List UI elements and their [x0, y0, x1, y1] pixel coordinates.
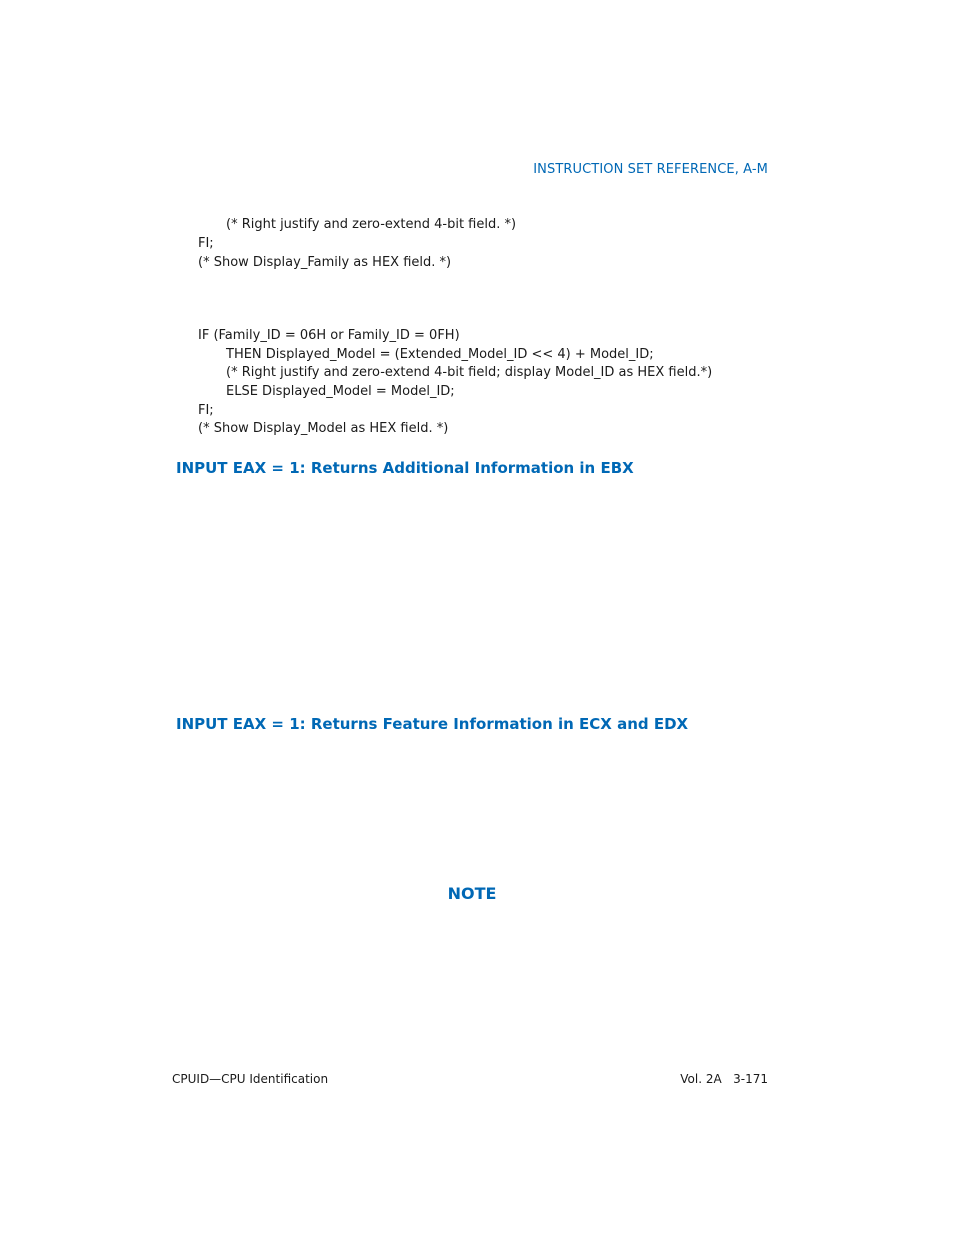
- code-line: (* Show Display_Model as HEX field. *): [198, 421, 449, 436]
- code-line: THEN Displayed_Model = (Extended_Model_ID << 4) + Model_ID;: [226, 347, 654, 362]
- code-line: (* Show Display_Family as HEX field. *): [198, 255, 452, 270]
- code-line: (* Right justify and zero-extend 4-bit field. *): [226, 217, 517, 232]
- section-heading-ebx: INPUT EAX = 1: Returns Additional Information in EBX: [176, 459, 634, 477]
- code-line: ELSE Displayed_Model = Model_ID;: [226, 384, 455, 399]
- code-line: (* Right justify and zero-extend 4-bit field; display Model_ID as HEX field.*): [226, 365, 713, 380]
- footer-title: CPUID—CPU Identification: [172, 1072, 329, 1086]
- section-heading-ecx-edx: INPUT EAX = 1: Returns Feature Information in ECX and EDX: [176, 715, 689, 733]
- footer-page-number: Vol. 2A 3-171: [680, 1072, 768, 1086]
- code-line: IF (Family_ID = 06H or Family_ID = 0FH): [198, 328, 460, 343]
- code-line: FI;: [198, 236, 214, 251]
- running-header: INSTRUCTION SET REFERENCE, A-M: [533, 162, 768, 177]
- note-heading: NOTE: [447, 884, 497, 903]
- code-line: FI;: [198, 403, 214, 418]
